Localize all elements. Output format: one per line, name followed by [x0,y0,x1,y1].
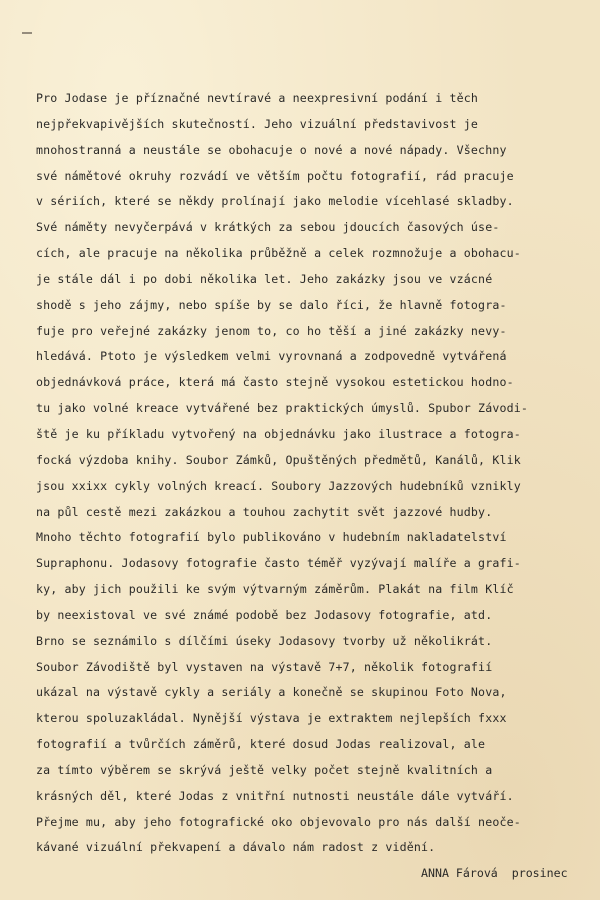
text-line: své námětové okruhy rozvádí ve větším počtu fotografií, rád pracuje [36,168,514,183]
text-line: za tímto výběrem se skrývá ještě velky počet stejně kvalitních a [36,762,493,777]
text-line: shodě s jeho zájmy, nebo spíše by se dalo říci, že hlavně fotogra- [36,297,507,312]
text-line: fuje pro veřejné zakázky jenom to, co ho těší a jiné zakázky nevy- [36,323,507,338]
text-line: by neexistoval ve své známé podobě bez Jodasovy fotografie, atd. [36,607,493,622]
text-line: Soubor Závodiště byl vystaven na výstavě 7+7, několik fotografií [36,659,493,674]
text-line: tu jako volné kreace vytvářené bez praktických úmyslů. Spubor Závodi- [36,401,528,416]
margin-mark [22,32,32,34]
body-text [36,86,596,861]
text-line: Mnoho těchto fotografií bylo publikováno v hudebním nakladatelství [36,530,507,545]
text-line: je stále dál i po dobi několika let. Jeho zakázky jsou ve vzácné [36,271,493,286]
text-line: na půl cestě mezi zakázkou a touhou zachytit svět jazzové hudby. [36,504,493,519]
text-line: jsou xxixx cykly volných kreací. Soubory Jazzových hudebníků vznikly [36,478,521,493]
text-line: cích, ale pracuje na několika průběžně a celek rozmnožuje a obohacu- [36,246,521,261]
text-line: objednávková práce, která má často stejně vysokou estetickou hodno- [36,375,514,390]
text-line: fotografií a tvůrčích záměrů, které dosud Jodas realizoval, ale [36,737,486,752]
text-line: ště je ku příkladu vytvořený na objednávku jako ilustrace a fotogra- [36,426,521,441]
text-line: Pro Jodase je příznačné nevtíravé a neexpresivní podání i těch [36,91,479,105]
text-line: Přejme mu, aby jeho fotografické oko objevovalo pro nás další neoče- [36,814,521,829]
text-line: nejpřekvapivějších skutečností. Jeho vizuální představivost je [36,116,479,131]
text-line: Supraphonu. Jodasovy fotografie často téměř vyzývají malíře a grafi- [36,556,521,571]
text-line: Brno se seznámilo s dílčími úseky Jodasovy tvorby už několikrát. [36,633,493,648]
text-line: focká výzdoba knihy. Soubor Zámků, Opuštěných předmětů, Kanálů, Klik [36,452,521,467]
text-line: mnohostranná a neustále se obohacuje o nové a nové nápady. Všechny [36,142,507,157]
signature-line: ANNA Fárová prosinec [421,866,568,880]
text-line: kávané vizuální překvapení a dávalo nám radost z vidění. [36,840,436,855]
text-line: Své náměty nevyčerpává v krátkých za sebou jdoucích časových úse- [36,220,500,235]
text-line: krásných děl, které Jodas z vnitřní nutnosti neustále dále vytváří. [36,788,514,803]
text-line: ukázal na výstavě cykly a seriály a konečně se skupinou Foto Nova, [36,685,507,700]
text-line: kterou spoluzakládal. Nynější výstava je extraktem nejlepších fxxx [36,711,507,726]
text-line: hledává. Ptoto je výsledkem velmi vyrovnaná a zodpovedně vytvářená [36,349,507,364]
text-line: ky, aby jich použili ke svým výtvarným záměrům. Plakát na film Klíč [36,582,514,597]
text-line: v sériích, které se někdy prolínají jako melodie vícehlasé skladby. [36,194,514,209]
